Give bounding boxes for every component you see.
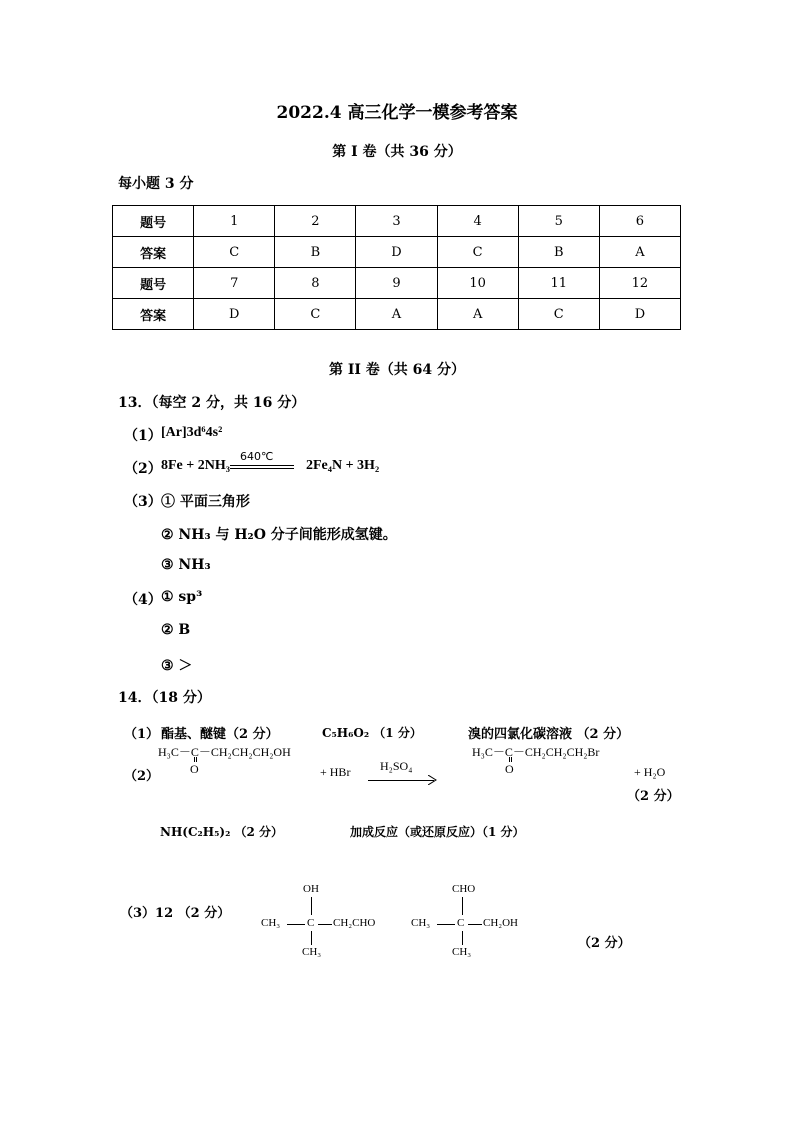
q14-1-answer-b: C₅H₆O₂ （1 分） — [322, 726, 422, 740]
q13-4-answer-2: ② B — [161, 622, 191, 638]
table-cell: 8 — [275, 268, 356, 299]
structure1-right: CH₂CHO — [333, 917, 376, 929]
product-oxygen: O — [505, 762, 514, 776]
table-cell: C — [194, 237, 275, 268]
product-water: + H₂O — [634, 765, 666, 779]
table-row — [113, 206, 681, 237]
answer-table — [112, 205, 681, 330]
structure1-bond-right — [318, 924, 332, 925]
table-cell: 10 — [437, 268, 518, 299]
table-cell: 6 — [599, 206, 680, 237]
q13-2-reactants: 8Fe + 2NH₃ — [161, 458, 230, 473]
table-row — [113, 299, 681, 330]
q14-3-score: （2 分） — [578, 936, 631, 951]
part1-note: 每小题 3 分 — [118, 176, 194, 192]
structure2-bottom: CH₃ — [452, 946, 472, 958]
table-cell: 7 — [194, 268, 275, 299]
table-cell: 2 — [275, 206, 356, 237]
q14-3-answer: （3）12 （2 分） — [120, 906, 231, 921]
table-cell: C — [437, 237, 518, 268]
q14-1-answer-a: 酯基、醚键（2 分） — [161, 727, 279, 742]
q14-2-answer-b: NH(C₂H₅)₂ （2 分） — [160, 825, 284, 839]
table-cell: C — [518, 299, 599, 330]
q14-2-number: （2） — [124, 769, 160, 784]
table-cell: B — [518, 237, 599, 268]
structure1-top: OH — [303, 883, 319, 895]
q13-1-number: （1） — [124, 428, 162, 444]
table-cell: C — [275, 299, 356, 330]
structure1-bond-top — [311, 897, 312, 915]
reaction-arrow — [368, 780, 434, 781]
q14-1-number: （1） — [124, 727, 160, 742]
q14-1-answer-c: 溴的四氯化碳溶液 （2 分） — [468, 727, 630, 742]
product-formula: H₃C－C－CH₂CH₂CH₂Br — [472, 745, 600, 759]
reactant-formula: H₃C－C－CH₂CH₂CH₂OH — [158, 745, 291, 759]
table-cell: 1 — [194, 206, 275, 237]
table-cell: D — [356, 237, 437, 268]
table-cell: 3 — [356, 206, 437, 237]
q13-3-answer-1: ① 平面三角形 — [161, 494, 250, 510]
q14-2-answer-c: 加成反应（或还原反应）（1 分） — [350, 825, 525, 839]
part1-heading: 第 I 卷（共 36 分） — [332, 144, 462, 160]
q13-4-answer-3: ③ ＞ — [161, 658, 193, 674]
q13-3-answer-3: ③ NH₃ — [161, 557, 211, 573]
structure1-bottom: CH₃ — [302, 946, 322, 958]
table-cell: A — [356, 299, 437, 330]
table-cell: B — [275, 237, 356, 268]
table-cell: 5 — [518, 206, 599, 237]
arrow-head-icon — [428, 775, 438, 785]
part2-heading: 第 II 卷（共 64 分） — [328, 362, 466, 378]
q13-2-condition: 640℃ — [240, 450, 274, 463]
table-cell: D — [194, 299, 275, 330]
structure2-bond-bottom — [462, 931, 463, 945]
q14-2-score: （2 分） — [627, 789, 680, 804]
table-cell: D — [599, 299, 680, 330]
q13-4-number: （4） — [124, 592, 162, 608]
q13-4-answer-1: ① sp³ — [161, 589, 203, 605]
structure1-bond-left — [287, 924, 305, 925]
table-cell: A — [437, 299, 518, 330]
table-cell: 4 — [437, 206, 518, 237]
table-cell: 题号 — [113, 268, 194, 299]
reactant-oxygen: O — [190, 762, 199, 776]
structure2-left: CH₃ — [411, 917, 431, 929]
structure2-bond-left — [437, 924, 455, 925]
table-cell: 题号 — [113, 206, 194, 237]
q13-2-products: 2Fe₄N + 3H₂ — [306, 458, 380, 473]
table-cell: 11 — [518, 268, 599, 299]
structure2-right: CH₂OH — [483, 917, 519, 929]
catalyst-label: H₂SO₄ — [380, 759, 413, 773]
table-cell: 答案 — [113, 299, 194, 330]
structure1-bond-bottom — [311, 931, 312, 945]
table-cell: 答案 — [113, 237, 194, 268]
reagent-hbr: + HBr — [320, 765, 351, 779]
q13-2-number: （2） — [124, 461, 162, 477]
table-row — [113, 268, 681, 299]
table-row — [113, 237, 681, 268]
structure1-left: CH₃ — [261, 917, 281, 929]
page-title: 2022.4 高三化学一模参考答案 — [276, 103, 518, 123]
equation-line-top — [230, 465, 294, 466]
table-cell: A — [599, 237, 680, 268]
q14-heading: 14．（18 分） — [118, 690, 211, 706]
structure2-center: C — [457, 917, 465, 929]
q13-3-answer-2: ② NH₃ 与 H₂O 分子间能形成氢键。 — [161, 527, 397, 543]
equation-line-bottom — [230, 468, 294, 469]
structure2-bond-top — [462, 897, 463, 915]
structure1-center: C — [307, 917, 315, 929]
table-cell: 12 — [599, 268, 680, 299]
q13-1-answer: [Ar]3d⁶4s² — [161, 425, 223, 440]
q13-3-number: （3） — [124, 494, 162, 510]
structure2-bond-right — [468, 924, 482, 925]
structure2-top: CHO — [452, 883, 476, 895]
q13-heading: 13．（每空 2 分，共 16 分） — [118, 395, 306, 411]
table-cell: 9 — [356, 268, 437, 299]
